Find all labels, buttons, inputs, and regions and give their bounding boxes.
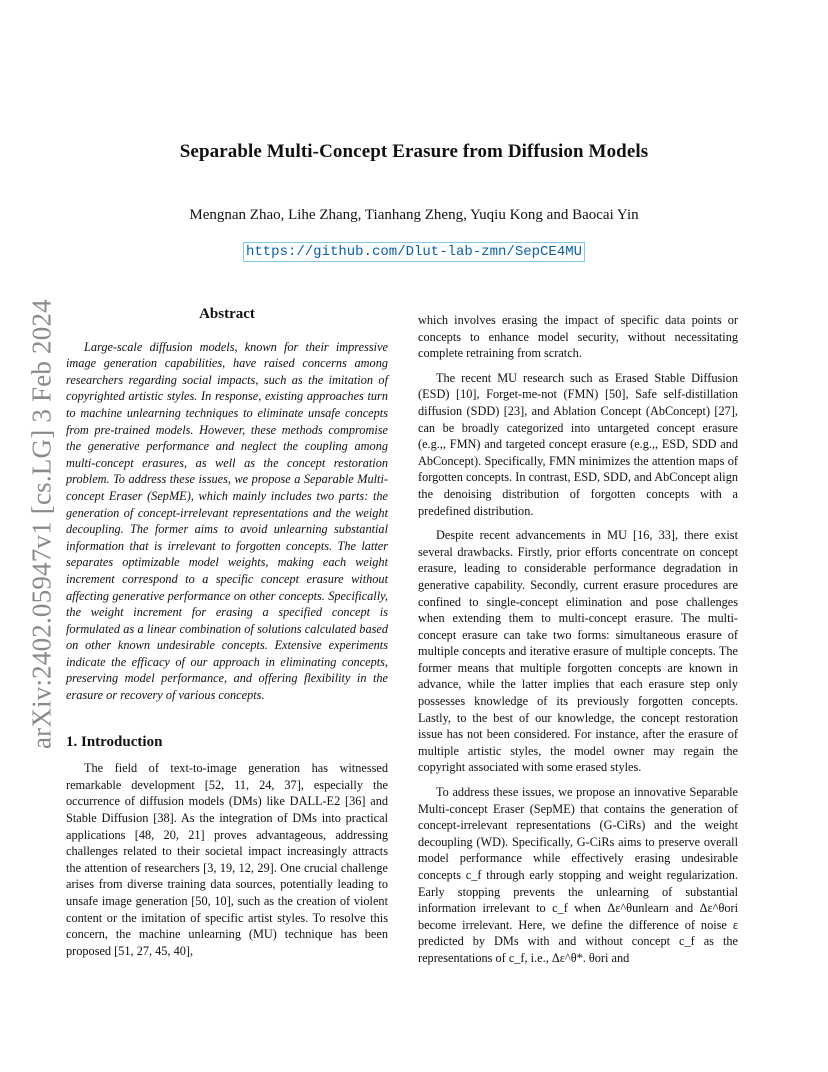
paper-title: Separable Multi-Concept Erasure from Diffusion Models [179, 141, 649, 162]
abstract-heading: Abstract [199, 306, 255, 322]
intro-continuation: which involves erasing the impact of specific data points or concepts to enhance model security, without necessitating complete retraining from scratch. [418, 313, 738, 361]
author-list: Mengnan Zhao, Lihe Zhang, Tianhang Zheng, Yuqiu Kong and Baocai Yin [189, 207, 639, 223]
arxiv-identifier-stamp: arXiv:2402.05947v1 [cs.LG] 3 Feb 2024 [26, 299, 57, 749]
repo-link-container [0, 242, 828, 260]
right-column [418, 312, 738, 975]
introduction-paragraph-2: The recent MU research such as Erased Stable Diffusion (ESD) [10], Forget-me-not (FMN) [50], Safe self-distillation diffusion (SDD) [23], and Ablation Concept (AbConcept) [27], can be broadly categorized into untargeted concept erasure (e.g.,, FMN) and targeted concept erasure (e.g.,, ESD, SDD and AbConcept). Specifically, FMN minimizes the attention maps of forgotten concepts. In contrast, ESD, SDD, and AbConcept align the denoising distribution of forgotten concepts with a predefined distribution. [418, 370, 738, 518]
introduction-paragraph-1: The field of text-to-image generation has witnessed remarkable development [52, 11, 24, 37], especially the occurrence of diffusion models (DMs) like DALL-E2 [36] and Stable Diffusion [38]. As the integration of DMs into practical applications [48, 20, 21] proves advantageous, addressing challenges related to their societal impact increasingly attracts the attention of researchers [3, 19, 12, 29]. One crucial challenge arises from diverse training data sources, potentially leading to unsafe image generation [50, 10], such as the creation of violent content or the imitation of specific artist styles. To resolve this concern, the machine unlearning (MU) technique has been proposed [51, 27, 45, 40], [66, 761, 388, 958]
introduction-paragraph-3: Despite recent advancements in MU [16, 33], there exist several drawbacks. Firstly, prior efforts concentrate on concept erasure, leading to considerable performance degradation in generative capability. Secondly, current erasure procedures are confined to single-concept elimination and pose challenges when extending them to multi-concept erasure. The multi-concept erasure can take two forms: simultaneous erasure of multiple concepts and iterative erasure of multiple concepts. The former means that multiple forgotten concepts are known in advance, while the latter implies that each erasure step only possesses knowledge of its previously forgotten concepts. Lastly, to the best of our knowledge, the concept restoration issue has not been considered. For instance, after the erasure of multiple artistic styles, the model owner may regain the copyright associated with some erased styles. [418, 528, 738, 775]
left-column [66, 306, 388, 967]
repo-link[interactable]: https://github.com/Dlut-lab-zmn/SepCE4MU [243, 242, 585, 262]
introduction-paragraph-4: To address these issues, we propose an innovative Separable Multi-concept Eraser (SepME) that contains the generation of concept-irrelevant representations (G-CiRs) and the weight decoupling (WD). Specifically, G-CiRs aims to preserve overall model performance while effectively erasing undesirable concepts c_f through early stopping and weight regularization. Early stopping prevents the unlearning of substantial information irrelevant to c_f when Δε^θunlearn and Δε^θori become irrelevant. Here, we define the difference of noise ε predicted by DMs with and without concept c_f as the representations of c_f, i.e., Δε^θ*. θori and [418, 785, 738, 965]
introduction-heading: 1. Introduction [66, 733, 163, 750]
abstract-text: Large-scale diffusion models, known for their impressive image generation capabilities, have raised concerns among researchers regarding social impacts, such as the imitation of copyrighted artistic styles. In response, existing approaches turn to machine unlearning techniques to eliminate unsafe concepts from pre-trained models. However, these methods compromise the generative performance and neglect the coupling among multi-concept erasures, as well as the concept restoration problem. To address these issues, we propose a Separable Multi-concept Eraser (SepME), which mainly includes two parts: the generation of concept-irrelevant representations and the weight decoupling. The former aims to avoid unlearning substantial information that is irrelevant to forgotten concepts. The latter separates optimizable model weights, making each weight increment correspond to a specific concept erasure without affecting generative performance on other concepts. Specifically, the weight increment for erasing a specified concept is formulated as a linear combination of solutions calculated based on other known undesirable concepts. Extensive experiments indicate the efficacy of our approach in eliminating concepts, preserving model performance, and offering flexibility in the erasure or recovery of various concepts. [66, 339, 388, 703]
